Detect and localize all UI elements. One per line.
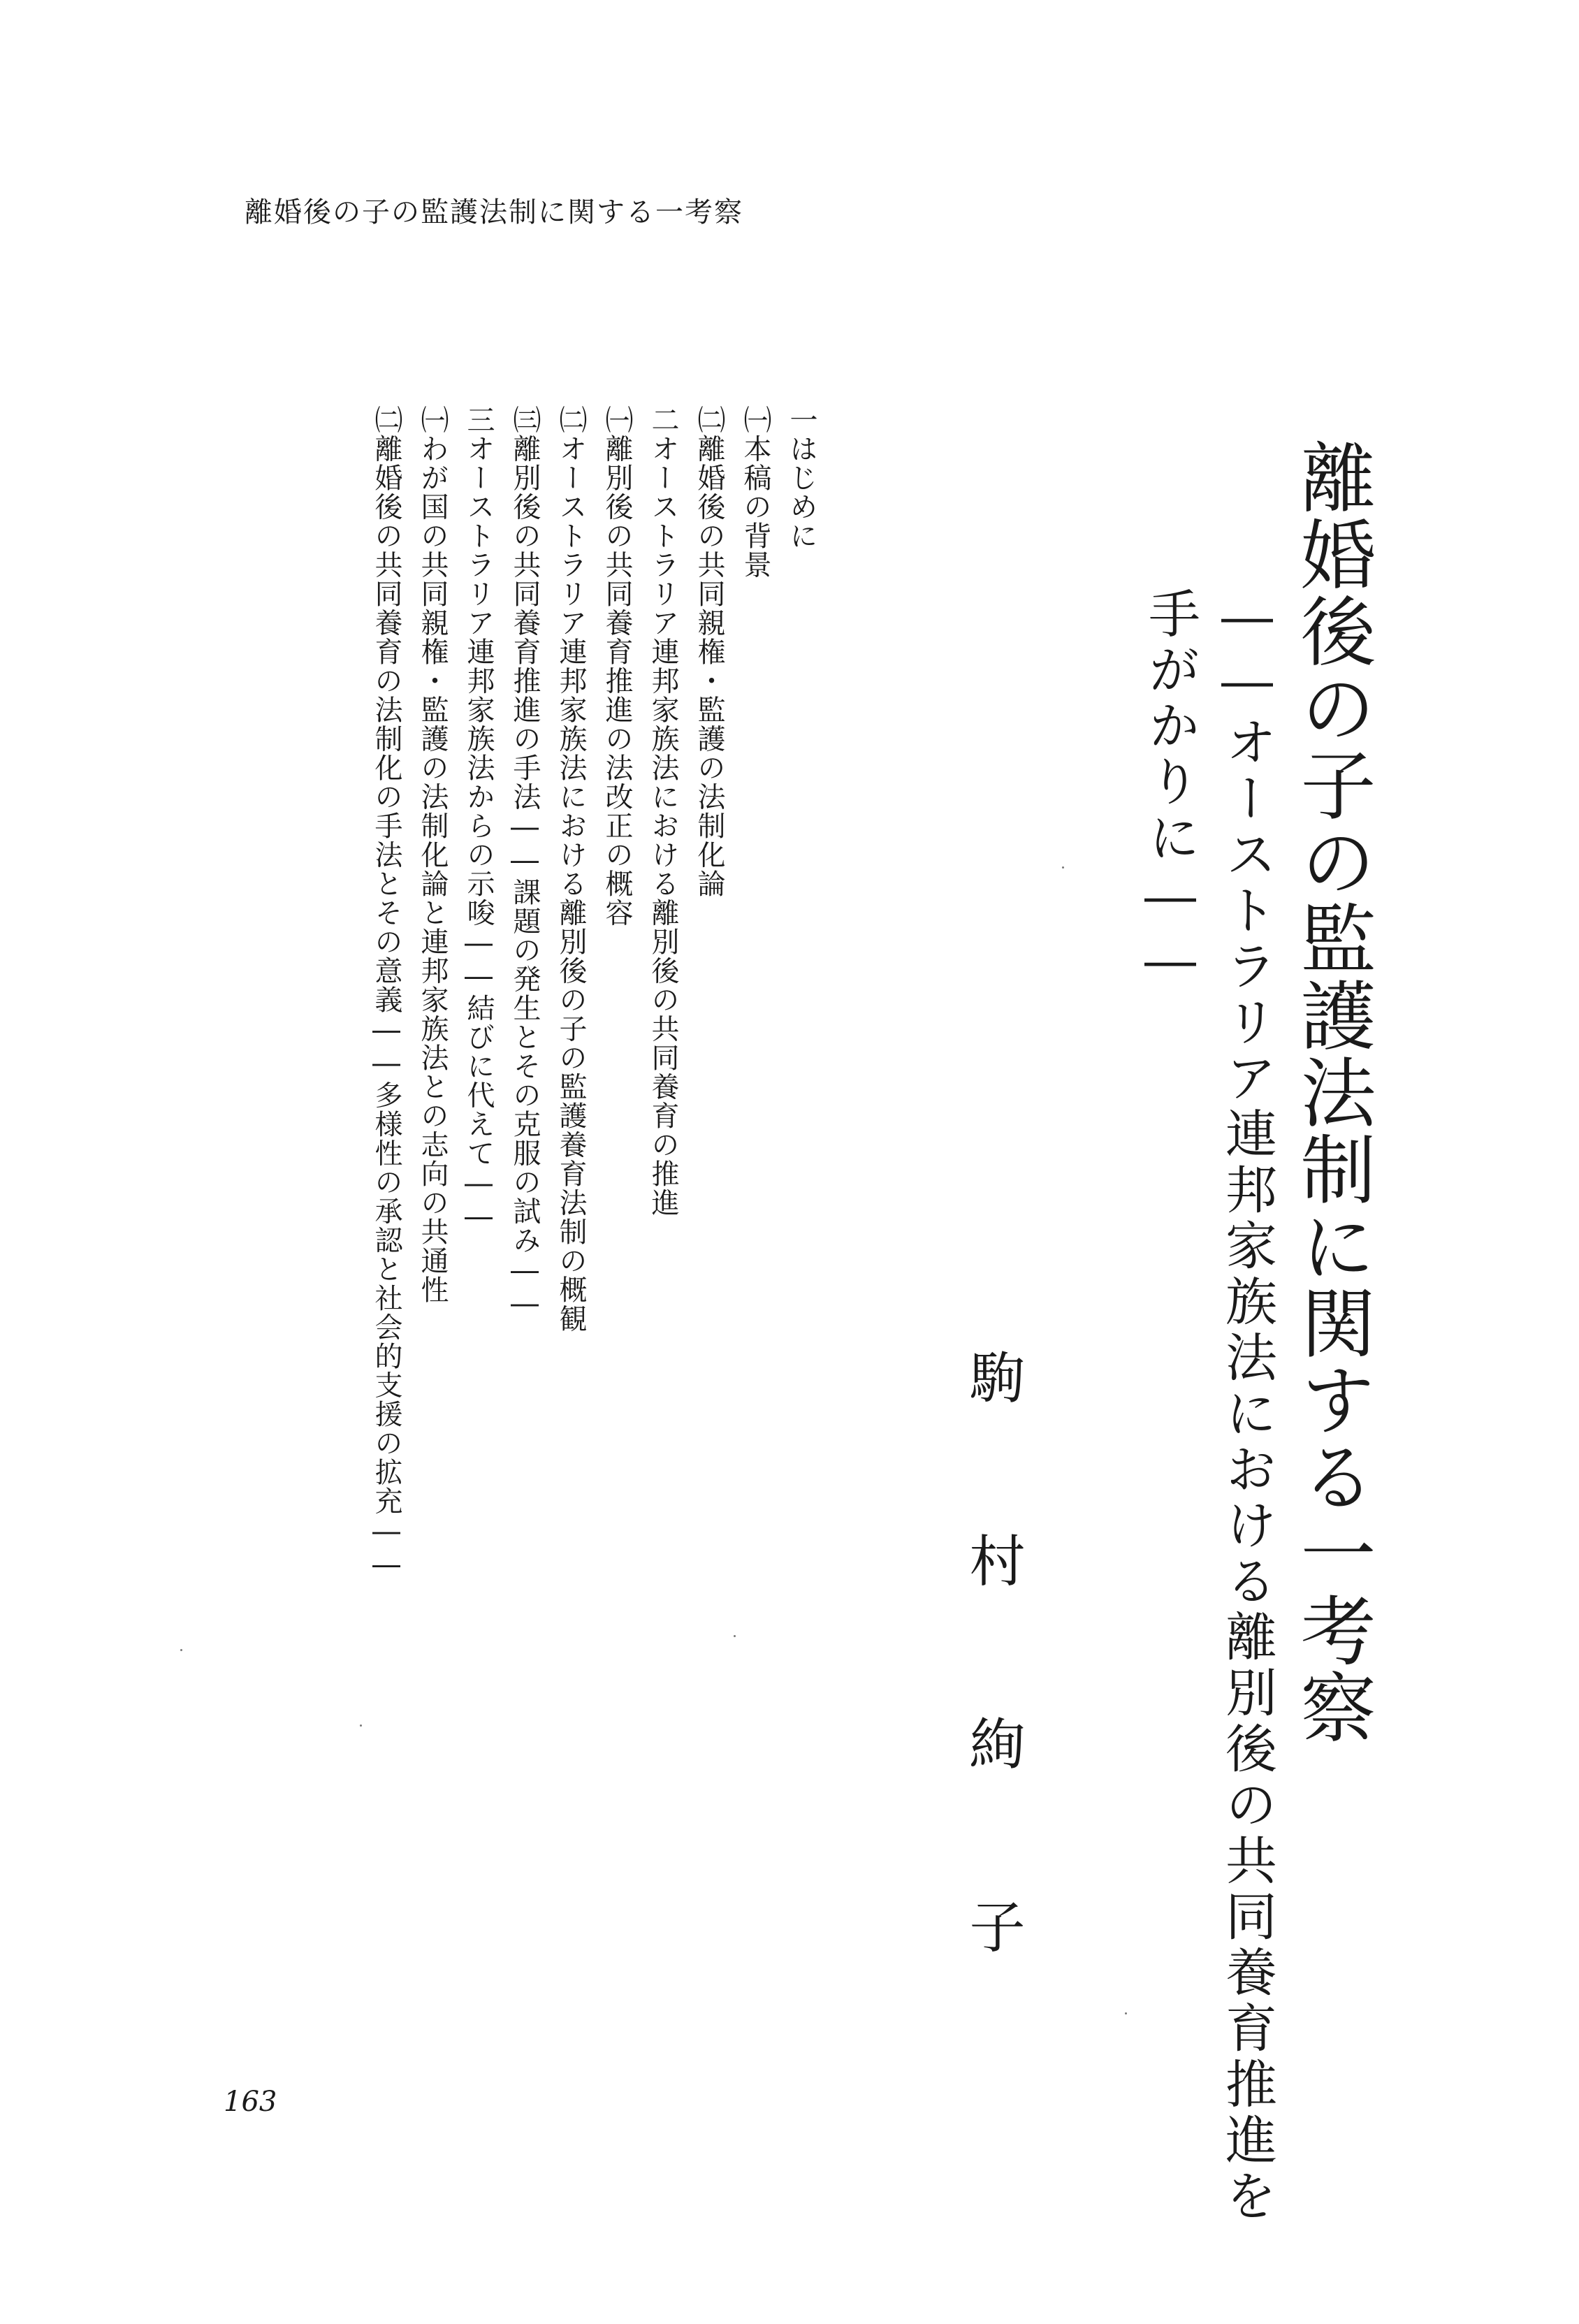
toc-item-text: はじめに bbox=[785, 434, 817, 551]
toc-item-number: ㈡ bbox=[693, 405, 725, 435]
toc-item-number: ㈠ bbox=[416, 405, 449, 435]
toc-item bbox=[732, 405, 778, 2012]
toc-item-text: 本稿の背景 bbox=[739, 434, 771, 579]
scan-speck bbox=[1062, 866, 1064, 869]
running-header: 離婚後の子の監護法制に関する一考察 bbox=[245, 196, 743, 228]
toc-item-text: 離婚後の共同養育の法制化の手法とその意義――多様性の承認と社会的支援の拡充―― bbox=[370, 434, 402, 1582]
scan-speck bbox=[180, 1649, 182, 1651]
toc-item-number: ㈠ bbox=[601, 405, 633, 435]
toc-item-number: 一 bbox=[785, 405, 817, 435]
toc-item-number: ㈡ bbox=[555, 405, 587, 435]
page-number: 163 bbox=[224, 2086, 277, 2118]
article-subtitle-line2: 手がかりに―― bbox=[1140, 587, 1200, 995]
scan-speck bbox=[734, 1635, 736, 1637]
toc-item-text: オーストラリア連邦家族法からの示唆――結びに代えて―― bbox=[463, 434, 495, 1234]
toc-item-text: 離別後の共同養育推進の法改正の概容 bbox=[601, 434, 633, 927]
article-subtitle-line1: ――オーストラリア連邦家族法における離別後の共同養育推進を bbox=[1217, 587, 1277, 2225]
toc-item-number: 三 bbox=[463, 405, 495, 435]
toc-item bbox=[778, 405, 824, 2012]
toc-item-text: わが国の共同親権・監護の法制化論と連邦家族法との志向の共通性 bbox=[416, 434, 449, 1305]
toc-item-number: 二 bbox=[647, 405, 679, 435]
toc-item-number: ㈢ bbox=[509, 405, 541, 435]
toc-item-text: 離婚後の共同親権・監護の法制化論 bbox=[693, 434, 725, 899]
article-title: 離婚後の子の監護法制に関する一考察 bbox=[1288, 439, 1375, 1745]
author-name: 駒村絢子 bbox=[960, 1349, 1025, 2081]
toc-item-number: ㈡ bbox=[370, 405, 402, 435]
toc-item-number: ㈠ bbox=[739, 405, 771, 435]
toc-item-text: 離別後の共同養育推進の手法――課題の発生とその克服の試み―― bbox=[509, 434, 541, 1321]
scan-speck bbox=[360, 1724, 362, 1727]
toc-item-text: オーストラリア連邦家族法における離別後の子の監護養育法制の概観 bbox=[555, 434, 587, 1333]
scan-speck bbox=[1125, 2012, 1127, 2014]
toc-item bbox=[686, 405, 732, 2012]
toc-item-text: オーストラリア連邦家族法における離別後の共同養育の推進 bbox=[647, 434, 679, 1217]
table-of-contents bbox=[363, 405, 824, 2012]
